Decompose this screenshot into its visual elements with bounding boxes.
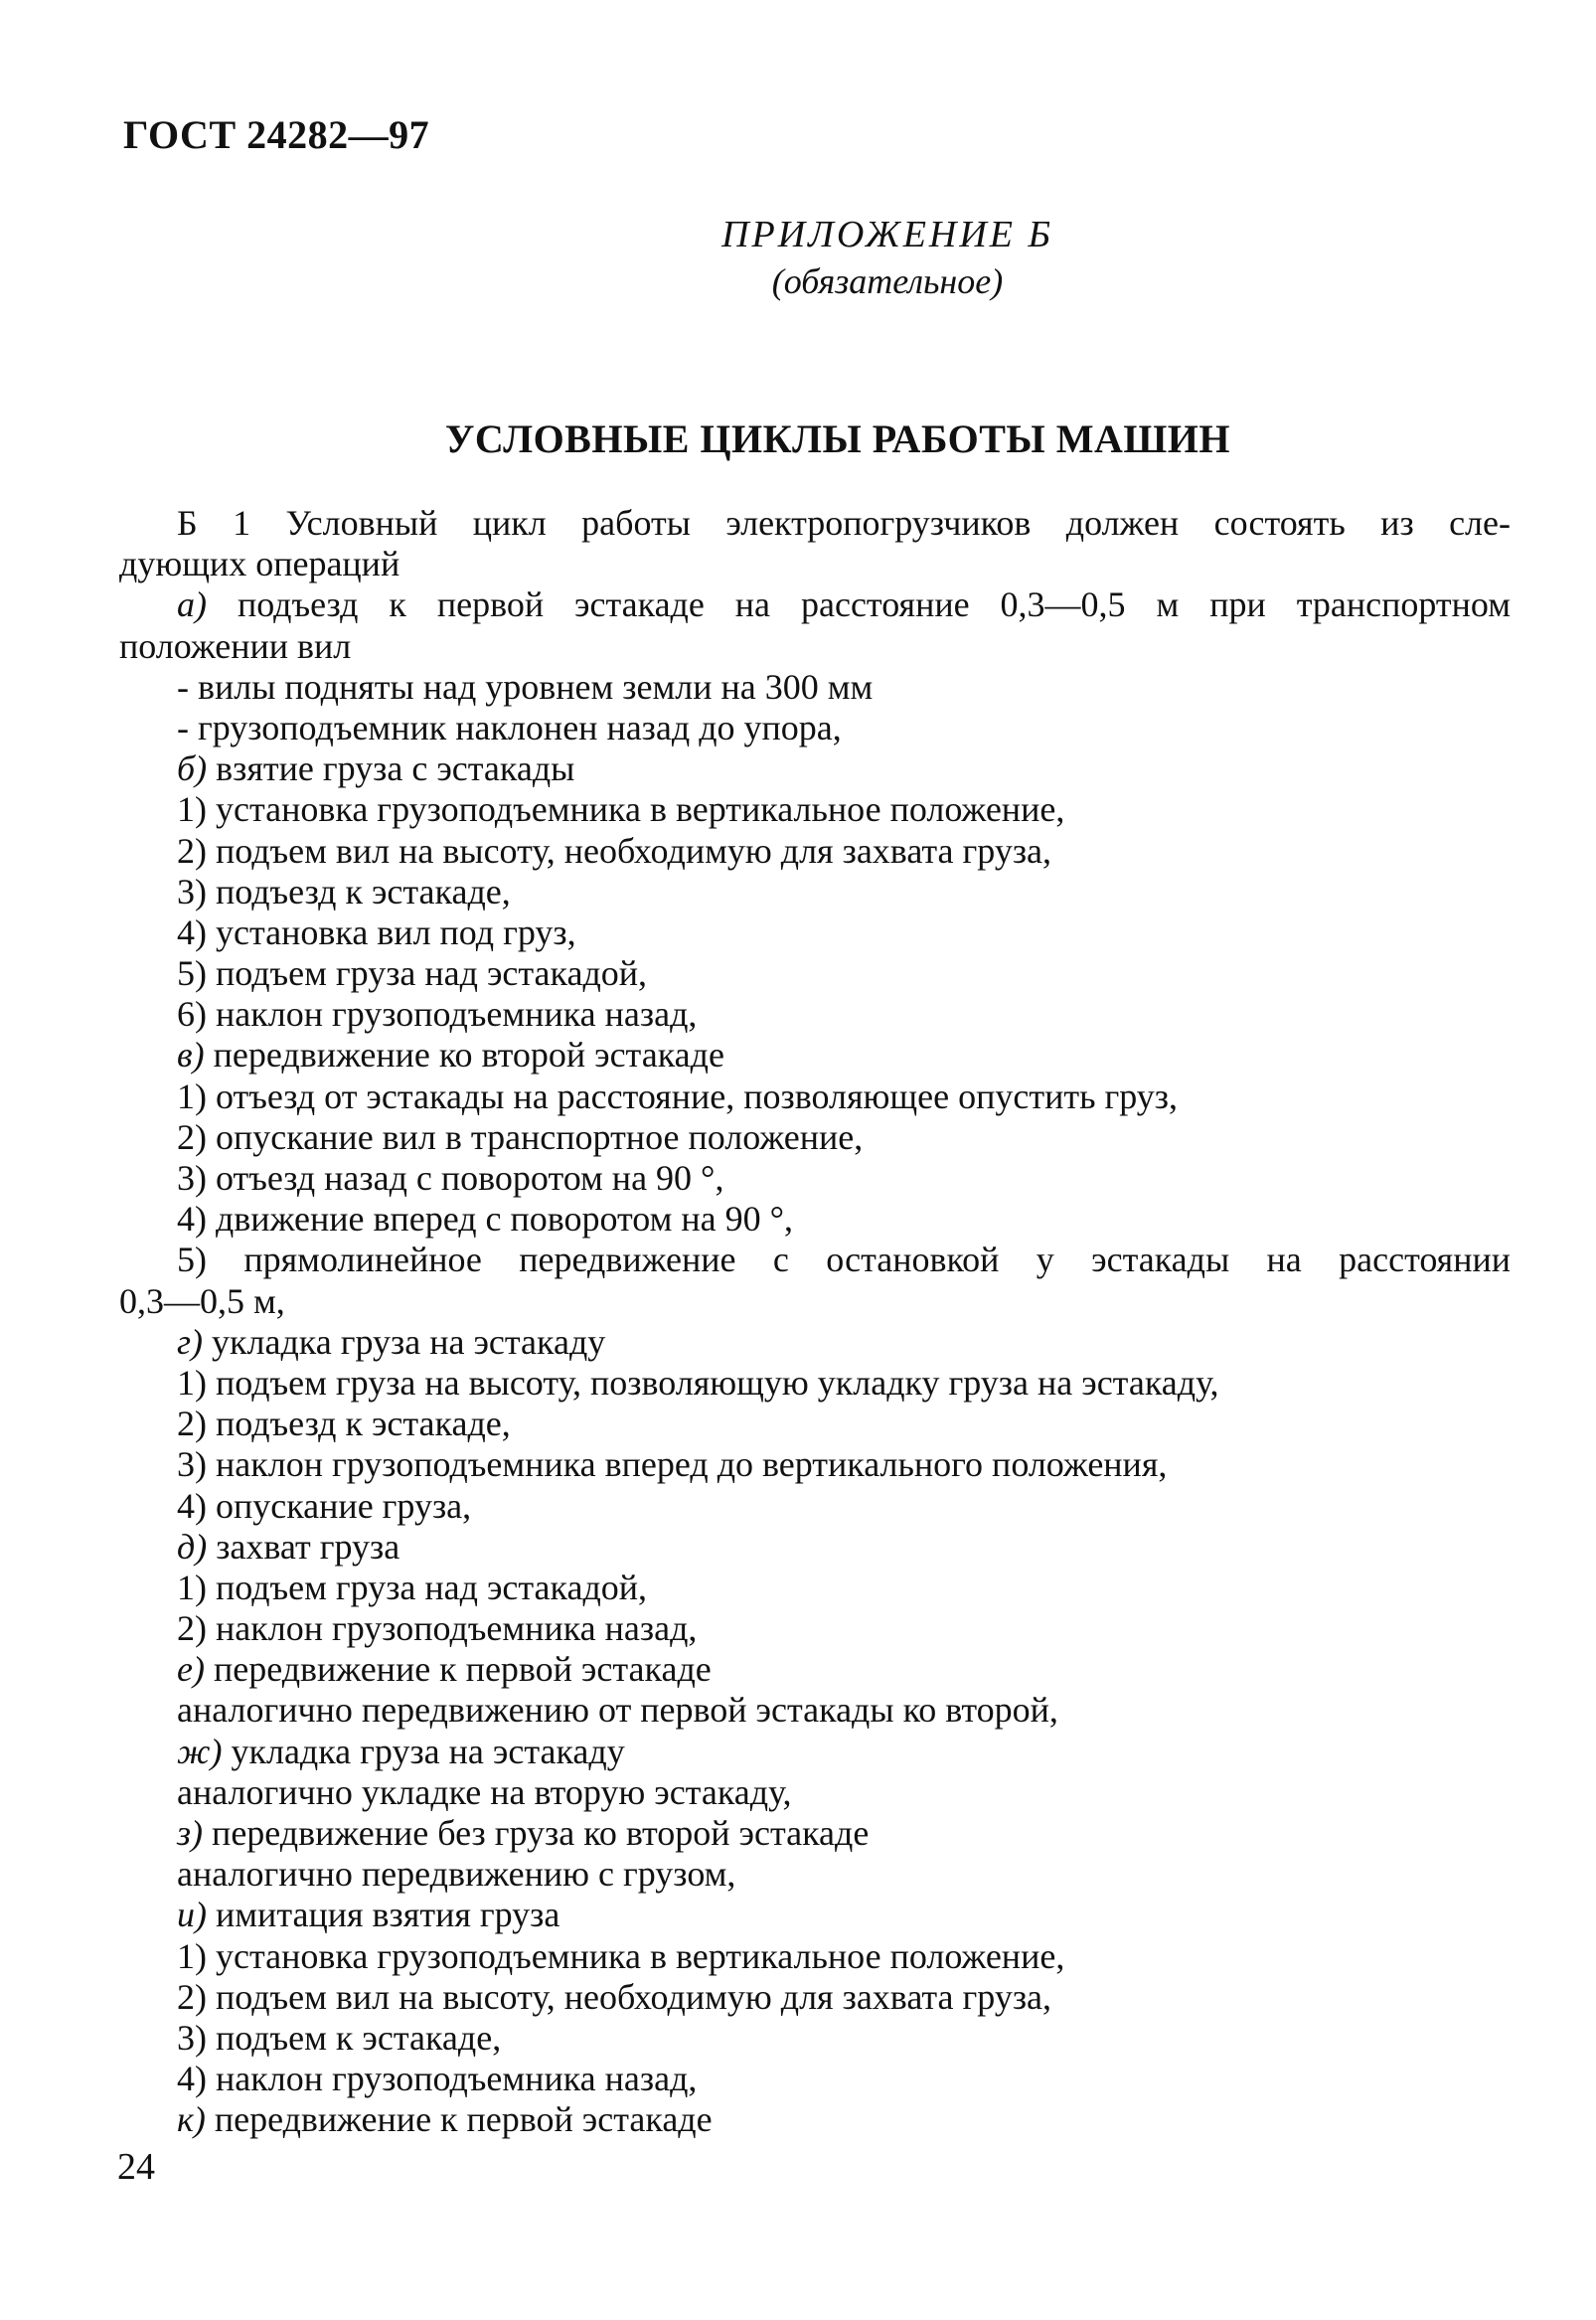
text-line (119, 1322, 1511, 1363)
line-text: 6) наклон грузоподъемника назад, (177, 994, 698, 1035)
list-letter: е) (177, 1649, 205, 1690)
document-code: ГОСТ 24282—97 (123, 112, 430, 157)
text-line (119, 1281, 1511, 1322)
list-letter: и) (177, 1895, 207, 1935)
line-text: 4) опускание груза, (177, 1485, 472, 1526)
text-line (119, 953, 1511, 994)
line-text: аналогично передвижению от первой эстакады ко второй, (177, 1690, 1058, 1731)
line-text: - вилы подняты над уровнем земли на 300 мм (177, 666, 874, 707)
list-letter: в) (177, 1035, 205, 1076)
line-text: 4) движение вперед с поворотом на 90 °, (177, 1199, 794, 1240)
line-text: аналогично укладке на вторую эстакаду, (177, 1771, 792, 1812)
list-letter: а) (177, 584, 207, 625)
text-line (119, 626, 1511, 667)
text-line (119, 1486, 1511, 1527)
list-letter: г) (177, 1321, 204, 1362)
line-text: 3) отъезд назад с поворотом на 90 °, (177, 1158, 724, 1198)
text-line (119, 912, 1511, 953)
text-line (119, 1444, 1511, 1485)
text-line (119, 1608, 1511, 1649)
line-text: подъезд к первой эстакаде на расстояние 0,3—0,5 м при транспортном (207, 584, 1511, 625)
section-title: УСЛОВНЫЕ ЦИКЛЫ РАБОТЫ МАШИН (445, 416, 1230, 461)
line-text: Б 1 Условный цикл работы электропогрузчиков должен состоять из сле- (177, 503, 1511, 543)
text-line (119, 1035, 1511, 1076)
text-line (119, 544, 1511, 584)
appendix-title: ПРИЛОЖЕНИЕ Б (721, 214, 1053, 255)
text-line (119, 1772, 1511, 1813)
line-text: передвижение без груза ко второй эстакаде (203, 1813, 870, 1853)
list-letter: к) (177, 2099, 206, 2140)
text-line (119, 1158, 1511, 1199)
text-line (119, 1854, 1511, 1895)
appendix-status: (обязательное) (771, 261, 1004, 301)
text-line (119, 1199, 1511, 1240)
line-text: 4) наклон грузоподъемника назад, (177, 2059, 698, 2099)
line-text: укладка груза на эстакаду (222, 1731, 625, 1771)
text-line (119, 2018, 1511, 2059)
line-text: 2) наклон грузоподъемника назад, (177, 1608, 698, 1649)
text-line (119, 1977, 1511, 2018)
line-text: 1) отъезд от эстакады на расстояние, позволяющее опустить груз, (177, 1076, 1179, 1116)
text-line (119, 994, 1511, 1035)
text-line (119, 1568, 1511, 1608)
line-text: передвижение ко второй эстакаде (204, 1035, 724, 1076)
line-text: передвижение к первой эстакаде (205, 2099, 713, 2140)
line-text: дующих операций (119, 544, 400, 584)
line-text: положении вил (119, 625, 352, 666)
line-text: 1) установка грузоподъемника в вертикальное положение, (177, 789, 1065, 830)
line-text: 5) прямолинейное передвижение с остановкой у эстакады на расстоянии (177, 1240, 1511, 1280)
text-line (119, 789, 1511, 830)
line-text: передвижение к первой эстакаде (204, 1649, 712, 1690)
line-text: 3) наклон грузоподъемника вперед до вертикального положения, (177, 1444, 1168, 1485)
page-number: 24 (117, 2146, 155, 2188)
list-letter: ж) (177, 1731, 223, 1771)
text-line (119, 1690, 1511, 1731)
line-text: 1) подъем груза над эстакадой, (177, 1567, 648, 1607)
text-line (119, 584, 1511, 625)
body-text (119, 503, 1511, 2141)
line-text: 2) подъем вил на высоту, необходимую для захвата груза, (177, 1976, 1052, 2017)
text-line (119, 1404, 1511, 1444)
text-line (119, 831, 1511, 872)
text-line (119, 1732, 1511, 1772)
line-text: 2) опускание вил в транспортное положение, (177, 1116, 864, 1157)
text-line (119, 708, 1511, 748)
line-text: 1) подъем груза на высоту, позволяющую укладку груза на эстакаду, (177, 1362, 1219, 1403)
text-line (119, 1363, 1511, 1404)
text-line (119, 1117, 1511, 1158)
text-line (119, 1527, 1511, 1568)
text-line (119, 667, 1511, 708)
text-line (119, 1077, 1511, 1117)
text-line (119, 1240, 1511, 1280)
text-line (119, 1649, 1511, 1690)
line-text: 2) подъезд к эстакаде, (177, 1404, 511, 1444)
text-line (119, 2099, 1511, 2140)
line-text: 1) установка грузоподъемника в вертикальное положение, (177, 1935, 1065, 1976)
line-text: 3) подъем к эстакаде, (177, 2017, 502, 2058)
line-text: 3) подъезд к эстакаде, (177, 871, 511, 911)
line-text: имитация взятия груза (207, 1895, 560, 1935)
line-text: 2) подъем вил на высоту, необходимую для захвата груза, (177, 830, 1052, 871)
line-text: укладка груза на эстакаду (203, 1321, 606, 1362)
list-letter: б) (177, 748, 208, 789)
line-text: 5) подъем груза над эстакадой, (177, 953, 648, 994)
text-line (119, 2059, 1511, 2099)
line-text: захват груза (207, 1526, 400, 1567)
text-line (119, 1813, 1511, 1854)
text-line (119, 1936, 1511, 1977)
line-text: аналогично передвижению с грузом, (177, 1854, 736, 1895)
text-line (119, 748, 1511, 789)
line-text: - грузоподъемник наклонен назад до упора, (177, 707, 842, 747)
line-text: взятие груза с эстакады (207, 748, 575, 789)
text-line (119, 503, 1511, 544)
list-letter: з) (177, 1813, 204, 1853)
list-letter: д) (177, 1526, 208, 1567)
line-text: 0,3—0,5 м, (119, 1280, 285, 1321)
text-line (119, 1895, 1511, 1935)
text-line (119, 872, 1511, 912)
line-text: 4) установка вил под груз, (177, 911, 576, 952)
